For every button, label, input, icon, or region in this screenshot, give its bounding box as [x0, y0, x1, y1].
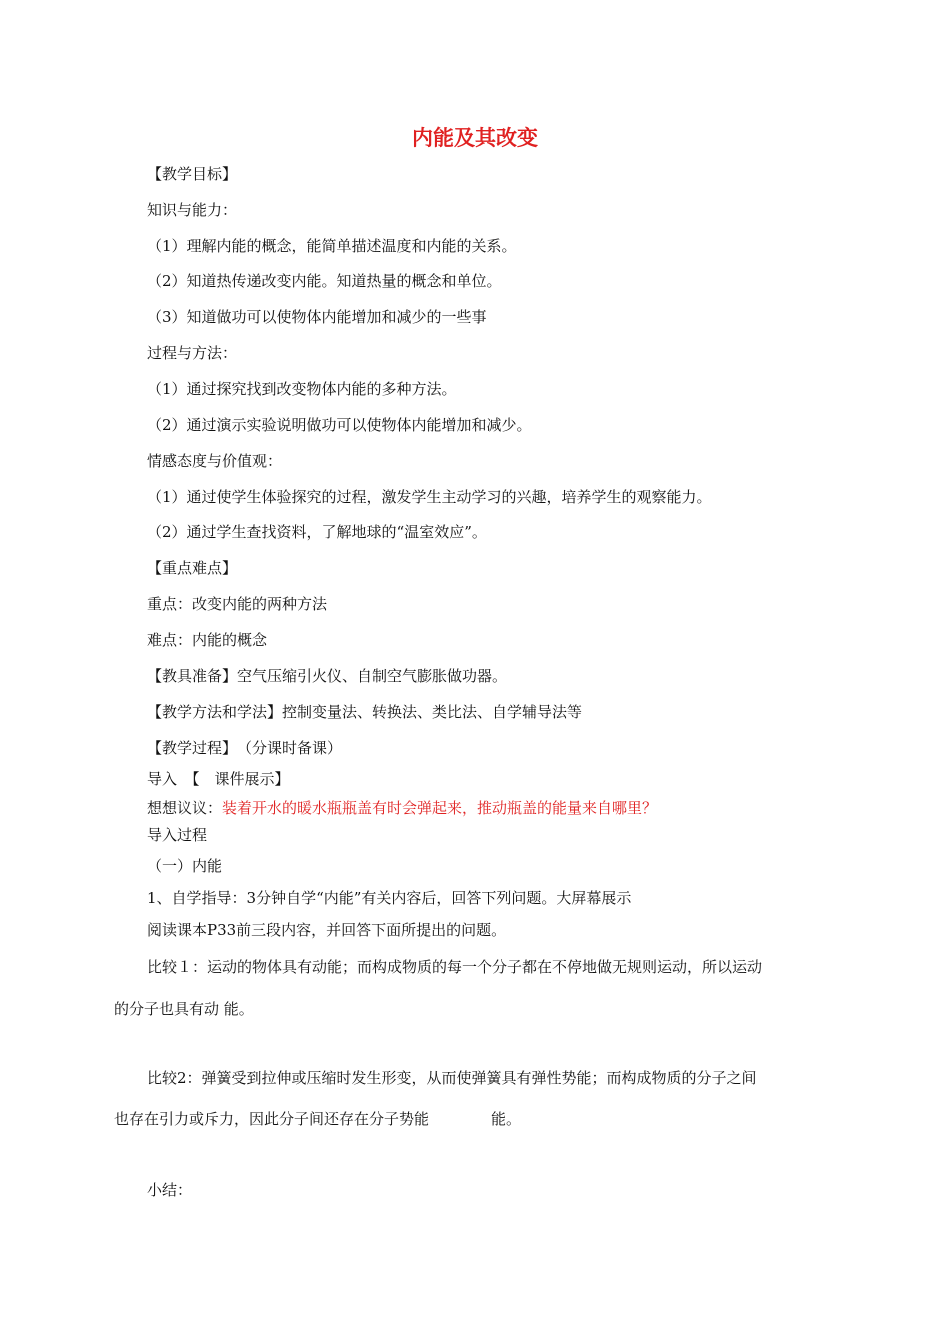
difficult-point: 难点：内能的概念 — [147, 631, 268, 649]
emotion-item-1: （1）通过使学生体验探究的过程，激发学生主动学习的兴趣，培养学生的观察能力。 — [147, 488, 712, 506]
section-internal-energy: （一）内能 — [147, 857, 223, 875]
document-title: 内能及其改变 — [412, 126, 538, 150]
compare-2-line-2 — [114, 1109, 521, 1129]
compare-1-line-1: 比较１：运动的物体具有动能；而构成物质的每一个分子都在不停地做无规则运动，所以运动 — [147, 958, 763, 976]
objectives-header: 【教学目标】 — [147, 165, 238, 183]
intro-process: 导入过程 — [147, 826, 208, 844]
process-header: 过程与方法： — [147, 344, 238, 362]
knowledge-item-1: （1）理解内能的概念，能简单描述温度和内能的关系。 — [147, 237, 517, 255]
summary-label: 小结： — [147, 1181, 193, 1199]
compare-2-line-1: 比较2：弹簧受到拉伸或压缩时发生形变，从而使弹簧具有弹性势能；而构成物质的分子之间 — [147, 1069, 757, 1087]
knowledge-item-2: （2）知道热传递改变内能。知道热量的概念和单位。 — [147, 272, 502, 290]
teaching-process-label: 【教学过程】 （分课时备课） — [147, 739, 343, 757]
tools-line: 【教具准备】空气压缩引火仪、自制空气膨胀做功器。 — [147, 667, 508, 685]
compare-2-suffix: 能。 — [491, 1110, 522, 1128]
knowledge-item-3: （3）知道做功可以使物体内能增加和减少的一些事 — [147, 308, 487, 326]
think-question: 装着开水的暖水瓶瓶盖有时会弹起来，推动瓶盖的能量来自哪里？ — [222, 799, 658, 817]
think-discuss-line — [147, 798, 657, 818]
compare-1-line-2: 的分子也具有动 能。 — [114, 1000, 254, 1018]
process-item-1: （1）通过探究找到改变物体内能的多种方法。 — [147, 380, 457, 398]
emotion-item-2: （2）通过学生查找资料，了解地球的“温室效应”。 — [147, 523, 487, 541]
compare-2-text: 也存在引力或斥力，因此分子间还存在分子势能 — [114, 1110, 430, 1128]
key-difficult-header: 【重点难点】 — [147, 559, 238, 577]
think-label: 想想议议： — [147, 799, 223, 817]
methods-line: 【教学方法和学法】控制变量法、转换法、类比法、自学辅导法等 — [147, 703, 583, 721]
process-item-2: （2）通过演示实验说明做功可以使物体内能增加和减少。 — [147, 416, 532, 434]
emotion-header: 情感态度与价值观： — [147, 452, 283, 470]
self-study-line: 1、自学指导：3分钟自学“内能”有关内容后，回答下列问题。大屏幕展示 — [147, 889, 632, 907]
knowledge-header: 知识与能力： — [147, 201, 238, 219]
key-point: 重点：改变内能的两种方法 — [147, 595, 328, 613]
intro-line: 导入 【 课件展示】 — [147, 770, 290, 788]
read-line: 阅读课本P33前三段内容，并回答下面所提出的问题。 — [147, 921, 507, 939]
